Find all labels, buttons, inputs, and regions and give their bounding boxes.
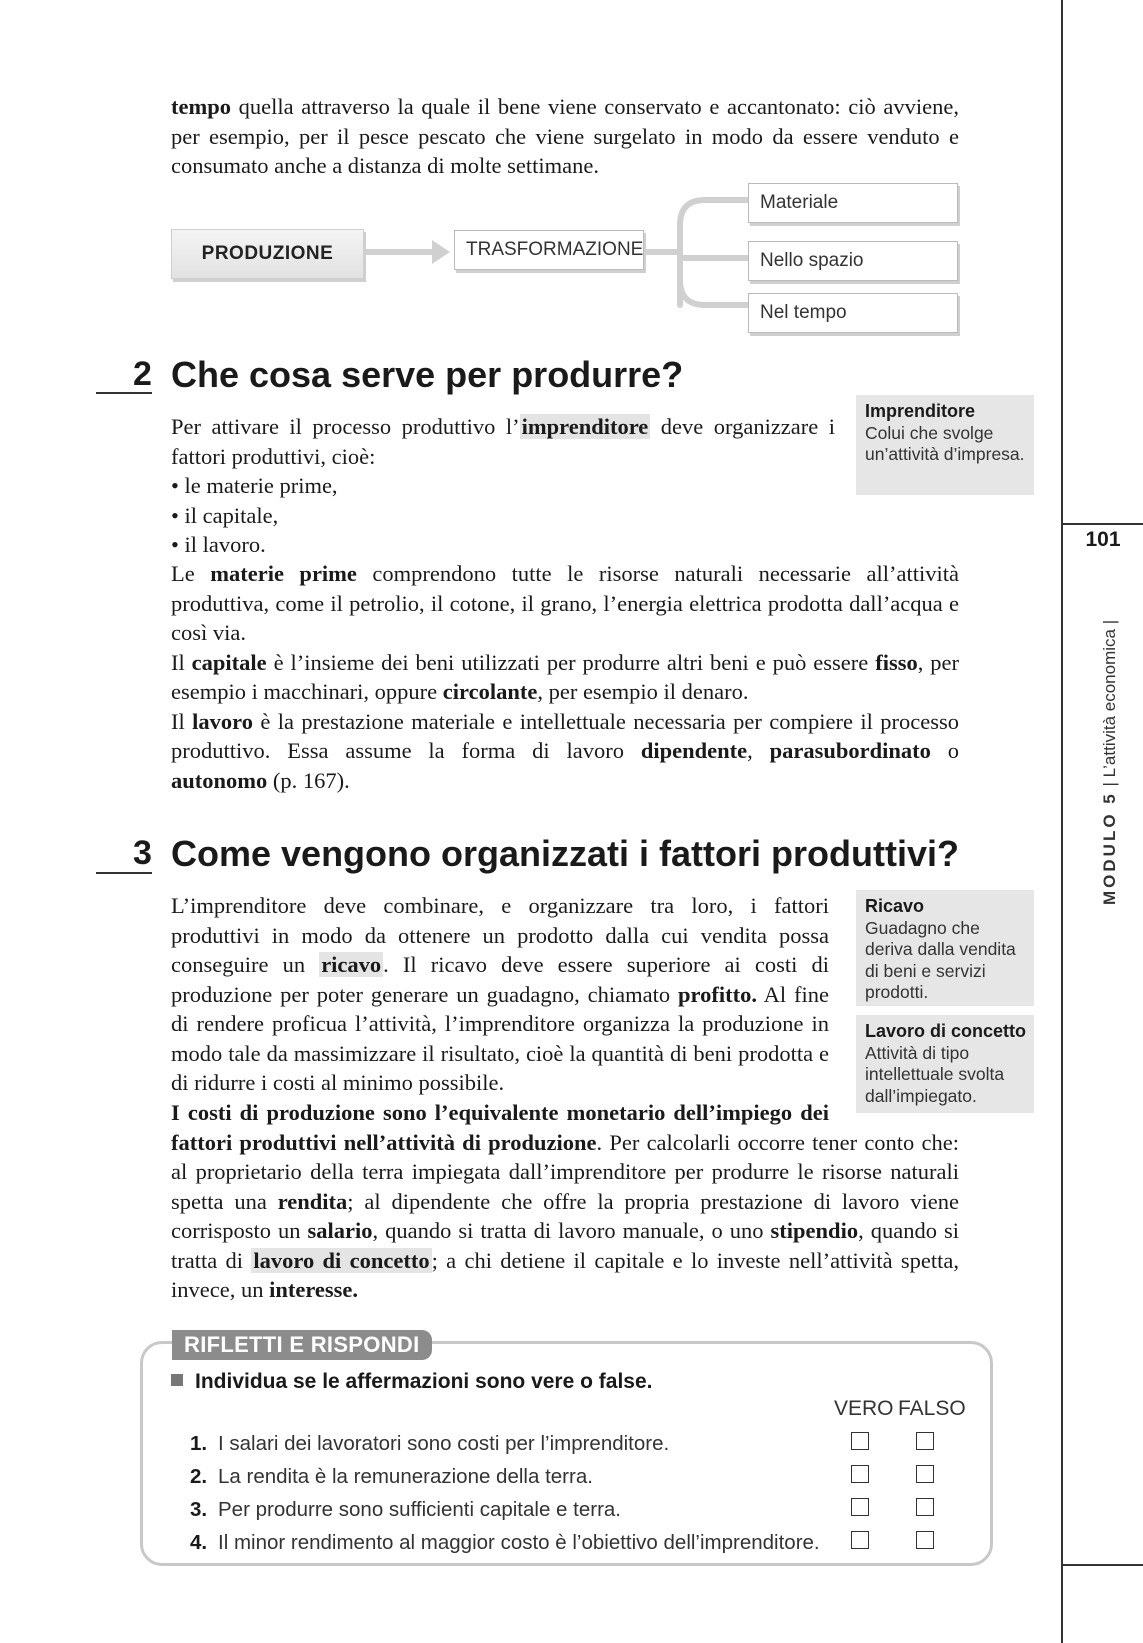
bold-term: stipendio — [770, 1218, 859, 1243]
text-run: è l’insieme dei beni utilizzati per produrre altri beni e può essere — [266, 649, 876, 675]
glossary-definition: Attività di tipo intellettuale svolta dall’impiegato. — [865, 1042, 1005, 1106]
text-run: Il — [171, 708, 193, 734]
square-bullet-icon — [171, 1374, 183, 1386]
quiz-item-text: I salari dei lavoratori sono costi per l’imprenditore. — [218, 1432, 670, 1455]
bold-term: lavoro — [192, 708, 253, 734]
section-3-title: Come vengono organizzati i fattori produttivi? — [171, 833, 959, 874]
quiz-instruction — [171, 1370, 652, 1394]
bold-term: salario — [307, 1218, 373, 1243]
glossary-term: Imprenditore — [865, 401, 976, 421]
checkbox-vero-1[interactable] — [851, 1432, 869, 1450]
column-header-vero: VERO — [834, 1397, 894, 1420]
bold-term: fisso — [875, 649, 918, 675]
text-run: . Il ricavo deve essere superiore ai costi di produzione per poter generare un guadagno, chiamato — [171, 952, 829, 1007]
glossary-definition: Colui che svolge un’attività d’impresa. — [865, 422, 1025, 464]
section-3-p1 — [171, 891, 829, 1098]
intro-lead: tempo — [171, 94, 231, 119]
text-run: L’imprenditore deve combinare, e organizzare tra loro, i fattori produttivi in modo da ottenere un prodotto dalla cui vendita possa conseguire un — [171, 893, 829, 977]
quiz-item-text: Il minor rendimento al maggior costo è l’obiettivo dell’imprenditore. — [218, 1531, 820, 1554]
term-ricavo: ricavo — [321, 952, 382, 977]
running-head-separator: | — [1100, 782, 1119, 787]
term-lavoro-di-concetto: lavoro di concetto — [253, 1247, 430, 1273]
diagram-node-trasformazione: TRASFORMAZIONE — [454, 230, 644, 270]
diagram-node-nel-tempo: Nel tempo — [748, 293, 958, 333]
bold-term: dipendente — [640, 738, 748, 763]
quiz-item-number: 1. — [190, 1432, 208, 1455]
margin-rule-bottom — [1061, 1564, 1143, 1566]
text-run: ; a chi detiene il capitale e lo investe nell’attività spetta, invece, un — [171, 1247, 959, 1302]
checkbox-falso-4[interactable] — [916, 1531, 934, 1549]
diagram-node-materiale: Materiale — [748, 183, 958, 223]
chapter-title: L’attività economica — [1100, 629, 1119, 778]
quiz-item — [190, 1465, 593, 1489]
bold-term: circolante — [442, 679, 538, 704]
text-run: , per esempio il denaro. — [537, 679, 749, 704]
page-number-rule-top — [1061, 523, 1143, 525]
quiz-item — [190, 1498, 621, 1522]
bold-term: profitto. — [678, 981, 757, 1007]
quiz-item-text: La rendita è la remunerazione della terra. — [218, 1465, 593, 1488]
quiz-item — [190, 1531, 820, 1555]
checkbox-vero-4[interactable] — [851, 1531, 869, 1549]
section-2-intro — [171, 412, 835, 560]
text-run: (p. 167). — [267, 767, 350, 793]
section-3-p2 — [171, 1098, 959, 1305]
bold-term: autonomo — [171, 767, 268, 793]
running-head-end: | — [1100, 619, 1119, 625]
intro-text: quella attraverso la quale il bene viene conservato e accantonato: ciò avviene, per esempio, per il pesce pescato che viene surgelato in modo da essere venduto e consumato anche a distanza di molte settimane. — [171, 94, 959, 178]
quiz-item-text: Per produrre sono sufficienti capitale e terra. — [218, 1498, 622, 1521]
glossary-lavoro-di-concetto — [856, 1015, 1034, 1113]
bold-term: capitale — [191, 649, 267, 675]
text-run: . Per calcolarli occorre tener conto che: al proprietario della terra impiegata dall’imprenditore per produrre le risorse naturali spetta una — [171, 1129, 959, 1214]
text-run: , per esempio i macchinari, oppure — [171, 649, 959, 704]
text-run: Il — [171, 649, 192, 675]
text-run: ; al dipendente che offre la propria prestazione di lavoro viene corrisposto un — [171, 1188, 960, 1243]
bold-term: rendita — [277, 1188, 348, 1214]
bullet-item: • il lavoro. — [171, 532, 266, 557]
section-2-number: 2 — [133, 355, 152, 393]
diagram-node-nello-spazio: Nello spazio — [748, 241, 958, 281]
bold-term: parasubordinato — [769, 738, 931, 763]
glossary-ricavo — [856, 890, 1034, 1006]
quiz-instruction-text: Individua se le affermazioni sono vere o false. — [195, 1370, 653, 1393]
quiz-item-number: 2. — [190, 1465, 208, 1488]
checkbox-falso-1[interactable] — [916, 1432, 934, 1450]
text-run: Le — [171, 561, 211, 586]
section-3-number: 3 — [133, 834, 152, 872]
bold-term: interesse. — [269, 1277, 359, 1302]
quiz-item-number: 4. — [190, 1531, 208, 1554]
running-head — [1100, 620, 1120, 905]
text-run: è la prestazione materiale e intellettuale necessaria per compiere il processo produttivo. Essa assume la forma di lavoro — [171, 708, 959, 763]
bullet-item: • il capitale, — [171, 502, 279, 528]
bold-sentence: I costi di produzione sono l’equivalente monetario dell’impiego dei fattori produttivi nell’attività di produzione — [171, 1100, 829, 1155]
section-2-title: Che cosa serve per produrre? — [171, 354, 684, 395]
text-run: , — [747, 738, 770, 763]
glossary-definition: Guadagno che deriva dalla vendita di beni e servizi prodotti. — [865, 917, 1016, 1002]
checkbox-falso-2[interactable] — [916, 1465, 934, 1483]
text-run: , quando si tratta di lavoro manuale, o uno — [372, 1218, 771, 1243]
checkbox-vero-3[interactable] — [851, 1498, 869, 1516]
bold-term: materie prime — [210, 561, 357, 586]
module-label: MODULO 5 — [1100, 791, 1119, 905]
section-2-body — [171, 559, 959, 795]
quiz-item — [190, 1432, 669, 1456]
text-run: deve organizzare i fattori produttivi, cioè: — [171, 414, 835, 469]
text-run: o — [930, 738, 960, 763]
diagram-node-produzione: PRODUZIONE — [171, 229, 364, 279]
glossary-imprenditore — [856, 395, 1034, 495]
text-run: Al fine di rendere proficua l’attività, l’imprenditore organizza la produzione in modo tale da massimizzare il risultato, cioè la quantità di beni prodotta e di ridurre i costi al minimo possibile. — [171, 981, 829, 1095]
text-run: Per attivare il processo produttivo l’ — [171, 414, 520, 439]
checkbox-falso-3[interactable] — [916, 1498, 934, 1516]
text-run: comprendono tutte le risorse naturali necessarie all’attività produttiva, come il petrolio, il cotone, il grano, l’energia elettrica prodotta dall’acqua e così via. — [171, 561, 959, 645]
text-run: , quando si tratta di — [171, 1218, 959, 1273]
diagram-connectors — [0, 0, 1143, 340]
page-number: 101 — [1085, 528, 1121, 551]
term-imprenditore: imprenditore — [521, 414, 649, 439]
bullet-item: • le materie prime, — [171, 473, 338, 498]
quiz-tab: RIFLETTI E RISPONDI — [172, 1330, 432, 1360]
quiz-item-number: 3. — [190, 1498, 208, 1521]
column-header-falso: FALSO — [898, 1397, 966, 1420]
glossary-term: Ricavo — [865, 896, 925, 916]
glossary-term: Lavoro di concetto — [865, 1021, 1027, 1041]
checkbox-vero-2[interactable] — [851, 1465, 869, 1483]
